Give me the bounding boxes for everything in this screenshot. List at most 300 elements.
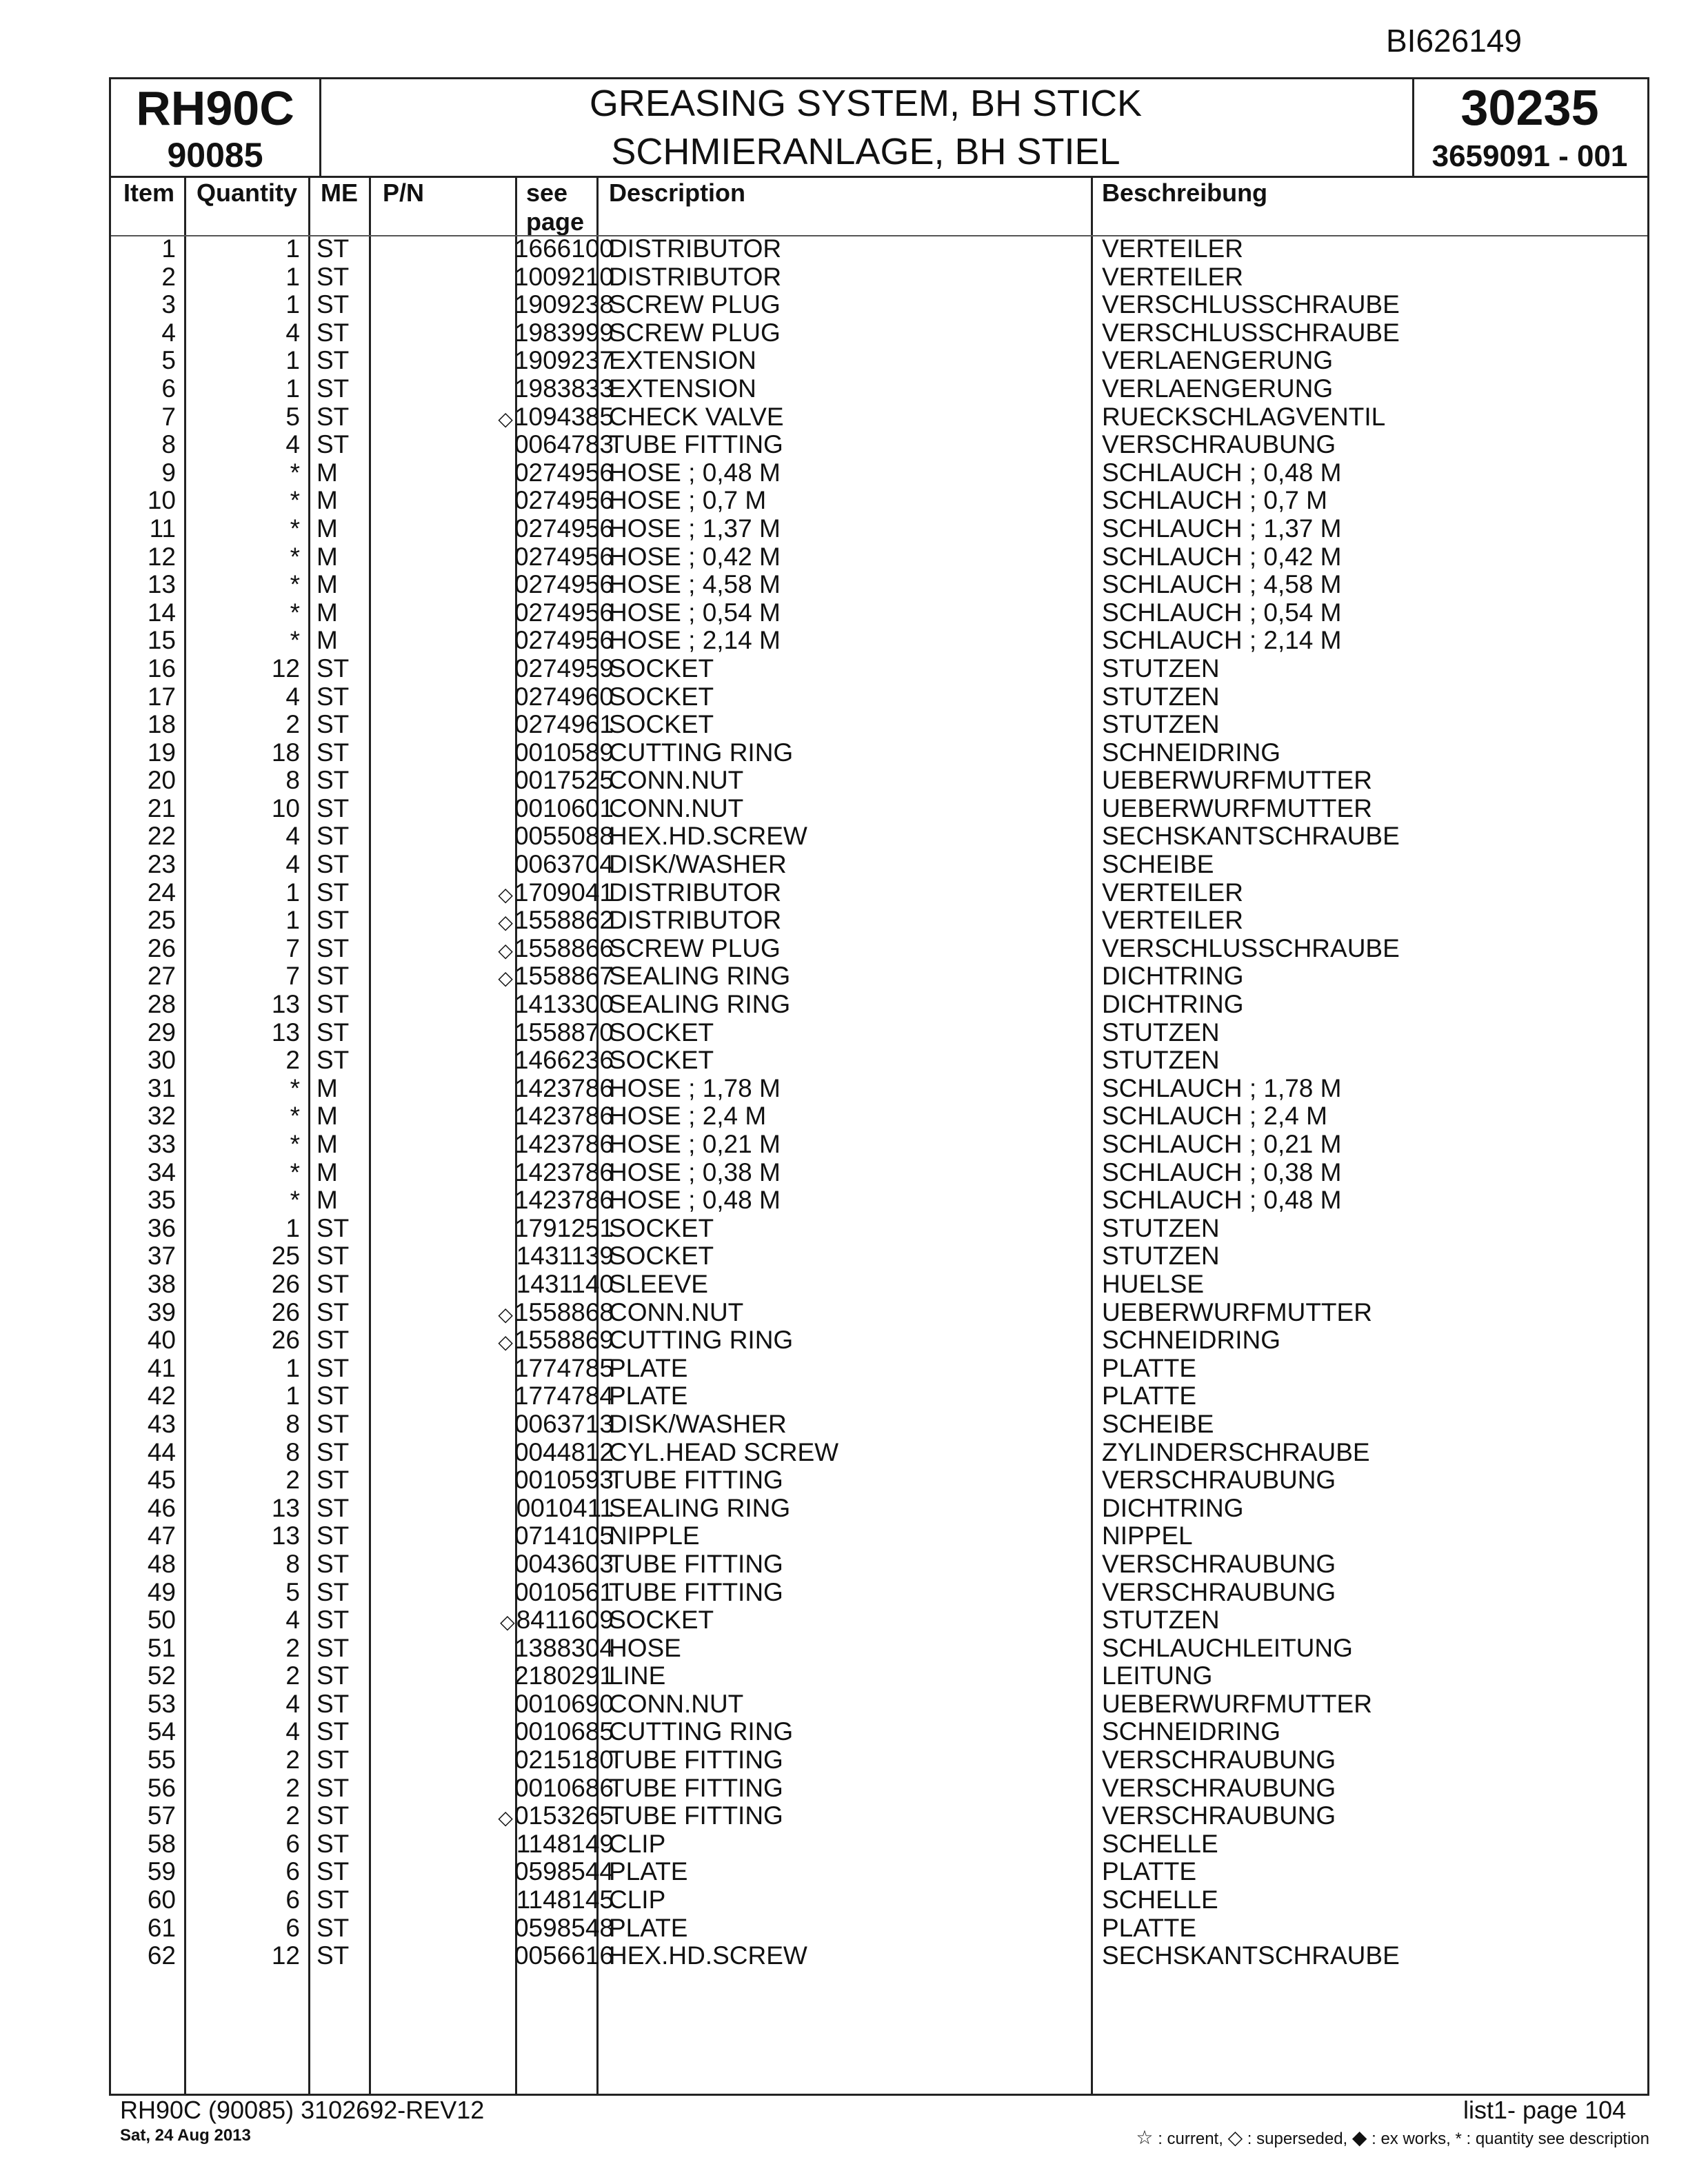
quantity: * [290, 1157, 300, 1186]
title-german: SCHMIERANLAGE, BH STIEL [611, 131, 1121, 172]
part-number [383, 1886, 614, 1917]
item-number: 6 [161, 374, 176, 403]
quantity: 10 [271, 793, 300, 822]
part-number-value: 1094385 [514, 402, 614, 431]
beschreibung: SCHLAUCH ; 0,7 M [1102, 486, 1327, 515]
unit: M [316, 1186, 338, 1215]
quantity: 1 [285, 234, 300, 263]
superseded-icon: ◇ [498, 407, 513, 429]
unit: ST [316, 430, 350, 459]
part-number [383, 1382, 614, 1413]
beschreibung: STUTZEN [1102, 654, 1220, 682]
part-number-value: 0010686 [514, 1773, 614, 1802]
part-number-value: 1774785 [514, 1353, 614, 1382]
part-number [383, 375, 614, 405]
item-number: 54 [147, 1717, 176, 1746]
description: CONN.NUT [609, 1689, 744, 1718]
description: HOSE ; 0,38 M [609, 1157, 781, 1186]
unit: ST [316, 738, 350, 767]
part-number [383, 1579, 614, 1609]
quantity: 4 [285, 1606, 300, 1635]
table-row [111, 711, 1647, 739]
part-number [383, 1942, 614, 1972]
table-row [111, 1690, 1647, 1719]
part-number [383, 1439, 614, 1469]
description: PLATE [609, 1857, 688, 1886]
table-row [111, 1271, 1647, 1299]
parts-list-frame [109, 77, 1649, 2096]
column-header-beschreibung: Beschreibung [1102, 179, 1268, 207]
table-row [111, 1326, 1647, 1355]
part-number-value: 1423786 [514, 1186, 614, 1215]
part-number [383, 1019, 614, 1049]
table-row [111, 1858, 1647, 1886]
part-number [383, 515, 614, 545]
description: TUBE FITTING [609, 1549, 783, 1578]
quantity: 13 [271, 1521, 300, 1550]
part-number [383, 1746, 614, 1777]
part-number [383, 627, 614, 657]
diamond-filled-icon: ◆ [1352, 2127, 1367, 2148]
quantity: 1 [285, 346, 300, 375]
unit: ST [316, 682, 350, 711]
beschreibung: UEBERWURFMUTTER [1102, 766, 1372, 795]
part-number-value: 1909237 [514, 346, 614, 375]
item-number: 28 [147, 990, 176, 1019]
table-row [111, 1775, 1647, 1803]
table-row [111, 935, 1647, 963]
quantity: 1 [285, 906, 300, 935]
part-number [383, 1718, 614, 1748]
part-number [383, 1355, 614, 1385]
superseded-icon: ◇ [498, 1303, 513, 1325]
description: SEALING RING [609, 962, 791, 991]
description: SCREW PLUG [609, 290, 781, 319]
document-number: 3659091 - 001 [1431, 139, 1628, 173]
description: TUBE FITTING [609, 1773, 783, 1802]
part-number-value: 1558867 [514, 962, 614, 991]
part-number-value: 1983833 [514, 374, 614, 403]
quantity: 2 [285, 1046, 300, 1075]
part-number-value: 1558866 [514, 933, 614, 962]
item-number: 56 [147, 1773, 176, 1802]
beschreibung: VERSCHLUSSCHRAUBE [1102, 933, 1400, 962]
part-number [383, 711, 614, 741]
item-number: 60 [147, 1885, 176, 1914]
unit: M [316, 458, 338, 487]
description: HEX.HD.SCREW [609, 1941, 807, 1970]
unit: ST [316, 346, 350, 375]
quantity: 26 [271, 1269, 300, 1298]
item-number: 40 [147, 1326, 176, 1355]
description: HOSE ; 1,78 M [609, 1073, 781, 1102]
quantity: 2 [285, 710, 300, 739]
footer-date: Sat, 24 Aug 2013 [120, 2126, 251, 2145]
description: SEALING RING [609, 1493, 791, 1522]
quantity: 13 [271, 990, 300, 1019]
part-number-value: 1709041 [514, 878, 614, 907]
description: DISTRIBUTOR [609, 234, 782, 263]
beschreibung: STUTZEN [1102, 710, 1220, 739]
description: NIPPLE [609, 1521, 700, 1550]
table-row [111, 1215, 1647, 1243]
item-number: 7 [161, 402, 176, 431]
part-number [383, 1914, 614, 1945]
table-row [111, 991, 1647, 1019]
item-number: 33 [147, 1130, 176, 1158]
beschreibung: SECHSKANTSCHRAUBE [1102, 822, 1400, 851]
part-number-value: 1666100 [514, 234, 614, 263]
part-number [383, 1131, 614, 1161]
unit: ST [316, 1269, 350, 1298]
table-row [111, 1159, 1647, 1187]
beschreibung: VERSCHRAUBUNG [1102, 1801, 1336, 1830]
unit: ST [316, 402, 350, 431]
item-number: 31 [147, 1073, 176, 1102]
beschreibung: VERSCHRAUBUNG [1102, 1577, 1336, 1606]
unit: ST [316, 1577, 350, 1606]
item-number: 16 [147, 654, 176, 682]
description: PLATE [609, 1353, 688, 1382]
item-number: 53 [147, 1689, 176, 1718]
beschreibung: VERSCHRAUBUNG [1102, 430, 1336, 459]
table-row [111, 1242, 1647, 1271]
beschreibung: STUTZEN [1102, 1242, 1220, 1271]
superseded-icon: ◇ [498, 883, 513, 905]
beschreibung: SCHEIBE [1102, 850, 1214, 879]
table-row [111, 1718, 1647, 1746]
part-number [383, 1271, 614, 1301]
item-number: 62 [147, 1941, 176, 1970]
part-number [383, 991, 614, 1021]
beschreibung: SCHLAUCH ; 2,4 M [1102, 1102, 1327, 1131]
part-number [383, 1858, 614, 1888]
beschreibung: SCHLAUCH ; 0,48 M [1102, 458, 1342, 487]
description: HOSE ; 0,54 M [609, 598, 781, 627]
part-number-value: 0010593 [514, 1466, 614, 1495]
unit: ST [316, 1913, 350, 1942]
quantity: 7 [285, 933, 300, 962]
part-number-value: 0010685 [514, 1717, 614, 1746]
description: HOSE ; 0,48 M [609, 1186, 781, 1215]
beschreibung: PLATTE [1102, 1857, 1197, 1886]
quantity: 13 [271, 1018, 300, 1046]
column-header-quantity: Quantity [197, 179, 298, 207]
unit: M [316, 626, 338, 655]
item-number: 50 [147, 1606, 176, 1635]
table-row [111, 739, 1647, 767]
table-row [111, 1019, 1647, 1047]
description: DISTRIBUTOR [609, 262, 782, 291]
unit: ST [316, 1773, 350, 1802]
part-number [383, 291, 614, 321]
unit: ST [316, 1297, 350, 1326]
superseded-icon: ◇ [498, 1331, 513, 1353]
item-number: 29 [147, 1018, 176, 1046]
legend-current: : current, [1158, 2130, 1223, 2148]
unit: M [316, 570, 338, 599]
quantity: * [290, 514, 300, 543]
description: HOSE ; 2,14 M [609, 626, 781, 655]
beschreibung: DICHTRING [1102, 990, 1244, 1019]
description: TUBE FITTING [609, 430, 783, 459]
quantity: 12 [271, 1941, 300, 1970]
part-number [383, 347, 614, 377]
unit: ST [316, 290, 350, 319]
table-row [111, 347, 1647, 375]
description: DISTRIBUTOR [609, 906, 782, 935]
item-number: 25 [147, 906, 176, 935]
beschreibung: VERTEILER [1102, 234, 1243, 263]
unit: ST [316, 710, 350, 739]
title-english: GREASING SYSTEM, BH STICK [589, 83, 1143, 124]
table-row [111, 795, 1647, 823]
part-number-value: 0010411 [516, 1493, 614, 1522]
part-number-value: 1558868 [514, 1297, 614, 1326]
part-number [383, 487, 614, 517]
part-number [383, 235, 614, 265]
table-row [111, 291, 1647, 319]
quantity: 4 [285, 430, 300, 459]
part-number [383, 543, 614, 574]
part-number-value: 1431140 [516, 1269, 614, 1298]
item-number: 1 [161, 234, 176, 263]
description: TUBE FITTING [609, 1746, 783, 1775]
unit: ST [316, 1437, 350, 1466]
item-number: 21 [147, 793, 176, 822]
see-label: see [526, 179, 568, 207]
part-number-value: 0063704 [514, 850, 614, 879]
beschreibung: PLATTE [1102, 1353, 1197, 1382]
description: SEALING RING [609, 990, 791, 1019]
unit: M [316, 1073, 338, 1102]
part-number-value: 0274961 [514, 710, 614, 739]
unit: M [316, 542, 338, 571]
quantity: 4 [285, 682, 300, 711]
quantity: 8 [285, 1437, 300, 1466]
item-number: 37 [147, 1242, 176, 1271]
table-row [111, 375, 1647, 403]
beschreibung: SCHLAUCH ; 4,58 M [1102, 570, 1342, 599]
part-number-value: 1558869 [514, 1326, 614, 1355]
item-number: 24 [147, 878, 176, 907]
description: SOCKET [609, 1242, 714, 1271]
beschreibung: SCHLAUCH ; 0,42 M [1102, 542, 1342, 571]
item-number: 36 [147, 1213, 176, 1242]
part-number [383, 1662, 614, 1692]
part-number-value: 0274956 [514, 598, 614, 627]
column-header-me: ME [321, 179, 358, 207]
beschreibung: RUECKSCHLAGVENTIL [1102, 402, 1386, 431]
beschreibung: SCHNEIDRING [1102, 1326, 1281, 1355]
part-number-value: 0274960 [514, 682, 614, 711]
item-number: 55 [147, 1746, 176, 1775]
footer-legend [1136, 2126, 1649, 2149]
legend-quantity: : quantity see description [1466, 2130, 1649, 2148]
quantity: * [290, 486, 300, 515]
item-number: 48 [147, 1549, 176, 1578]
quantity: 5 [285, 1577, 300, 1606]
part-number-value: 0043603 [514, 1549, 614, 1578]
unit: ST [316, 1885, 350, 1914]
quantity: * [290, 598, 300, 627]
part-number-value: 0153265 [514, 1801, 614, 1830]
item-number: 18 [147, 710, 176, 739]
description: SOCKET [609, 710, 714, 739]
table-row [111, 1802, 1647, 1830]
part-number-value: 0010690 [514, 1689, 614, 1718]
superseded-icon: ◇ [498, 911, 513, 933]
part-number-value: 1466236 [514, 1046, 614, 1075]
part-number-value: 0274956 [514, 626, 614, 655]
unit: ST [316, 1661, 350, 1690]
part-number-value: 0010589 [514, 738, 614, 767]
unit: ST [316, 654, 350, 682]
unit: ST [316, 1466, 350, 1495]
part-number-value: 0598548 [514, 1913, 614, 1942]
quantity: 8 [285, 766, 300, 795]
table-row [111, 543, 1647, 572]
item-number: 20 [147, 766, 176, 795]
part-number [383, 1775, 614, 1805]
item-number: 49 [147, 1577, 176, 1606]
unit: ST [316, 234, 350, 263]
unit: ST [316, 1829, 350, 1858]
item-number: 10 [147, 486, 176, 515]
quantity: * [290, 626, 300, 655]
table-row [111, 599, 1647, 627]
beschreibung: DICHTRING [1102, 1493, 1244, 1522]
table-row [111, 907, 1647, 935]
table-row [111, 235, 1647, 263]
item-number: 39 [147, 1297, 176, 1326]
item-number: 19 [147, 738, 176, 767]
table-row [111, 1355, 1647, 1383]
beschreibung: SCHLAUCH ; 0,54 M [1102, 598, 1342, 627]
quantity: 2 [285, 1746, 300, 1775]
unit: ST [316, 1382, 350, 1410]
part-number-value: 1388304 [514, 1633, 614, 1662]
footer-document-ref: RH90C (90085) 3102692-REV12 [120, 2096, 485, 2124]
description: CYL.HEAD SCREW [609, 1437, 839, 1466]
unit: ST [316, 850, 350, 879]
quantity: * [290, 1073, 300, 1102]
item-number: 57 [147, 1801, 176, 1830]
unit: M [316, 598, 338, 627]
beschreibung: SCHELLE [1102, 1885, 1218, 1914]
part-number [383, 795, 614, 825]
quantity: 6 [285, 1913, 300, 1942]
description: CONN.NUT [609, 1297, 744, 1326]
description: SOCKET [609, 1213, 714, 1242]
description: SOCKET [609, 1606, 714, 1635]
part-number [383, 1466, 614, 1497]
part-number-value: 1148145 [516, 1885, 614, 1914]
part-number [383, 655, 614, 685]
table-row [111, 1606, 1647, 1635]
part-number-value: 1423786 [514, 1130, 614, 1158]
table-row [111, 1046, 1647, 1075]
item-number: 46 [147, 1493, 176, 1522]
unit: ST [316, 906, 350, 935]
quantity: * [290, 1186, 300, 1215]
table-row [111, 1131, 1647, 1159]
unit: ST [316, 1941, 350, 1970]
item-number: 13 [147, 570, 176, 599]
unit: ST [316, 1409, 350, 1438]
beschreibung: SCHLAUCH ; 0,21 M [1102, 1130, 1342, 1158]
part-number-value: 1009210 [514, 262, 614, 291]
description: SOCKET [609, 1046, 714, 1075]
description: SCREW PLUG [609, 933, 781, 962]
beschreibung: STUTZEN [1102, 1213, 1220, 1242]
description: SOCKET [609, 682, 714, 711]
description: PLATE [609, 1382, 688, 1410]
item-number: 8 [161, 430, 176, 459]
quantity: 2 [285, 1801, 300, 1830]
item-number: 12 [147, 542, 176, 571]
part-number-value: 0044812 [514, 1437, 614, 1466]
parts-table-body [111, 235, 1647, 1970]
part-number [383, 459, 614, 489]
item-number: 44 [147, 1437, 176, 1466]
document-id: BI626149 [1386, 23, 1522, 59]
beschreibung: VERSCHRAUBUNG [1102, 1466, 1336, 1495]
part-number [383, 571, 614, 601]
item-number: 51 [147, 1633, 176, 1662]
column-header-item: Item [123, 179, 175, 207]
description: TUBE FITTING [609, 1801, 783, 1830]
item-number: 43 [147, 1409, 176, 1438]
description: HOSE ; 2,4 M [609, 1102, 767, 1131]
unit: ST [316, 766, 350, 795]
item-number: 45 [147, 1466, 176, 1495]
quantity: 4 [285, 1717, 300, 1746]
table-row [111, 962, 1647, 991]
part-number-value: 1558862 [514, 906, 614, 935]
description: HOSE ; 0,21 M [609, 1130, 781, 1158]
quantity: 12 [271, 654, 300, 682]
quantity: 1 [285, 878, 300, 907]
description: CUTTING RING [609, 738, 794, 767]
quantity: 13 [271, 1493, 300, 1522]
quantity: 1 [285, 290, 300, 319]
part-number [383, 1522, 614, 1553]
beschreibung: SCHLAUCH ; 1,37 M [1102, 514, 1342, 543]
quantity: 5 [285, 402, 300, 431]
part-number-value: 0017525 [514, 766, 614, 795]
part-number [383, 907, 614, 937]
part-number-value: 2180291 [514, 1661, 614, 1690]
table-row [111, 683, 1647, 711]
description: CUTTING RING [609, 1717, 794, 1746]
superseded-icon: ◇ [498, 939, 513, 961]
part-number-value: 0274956 [514, 542, 614, 571]
item-number: 26 [147, 933, 176, 962]
part-number [383, 1830, 614, 1861]
table-row [111, 515, 1647, 543]
item-number: 3 [161, 290, 176, 319]
table-row [111, 851, 1647, 879]
column-header-see-page [526, 179, 584, 236]
part-number-value: 0056616 [514, 1941, 614, 1970]
table-row [111, 1495, 1647, 1523]
table-row [111, 319, 1647, 347]
beschreibung: STUTZEN [1102, 1018, 1220, 1046]
beschreibung: UEBERWURFMUTTER [1102, 1689, 1372, 1718]
description: SOCKET [609, 654, 714, 682]
quantity: 2 [285, 1773, 300, 1802]
